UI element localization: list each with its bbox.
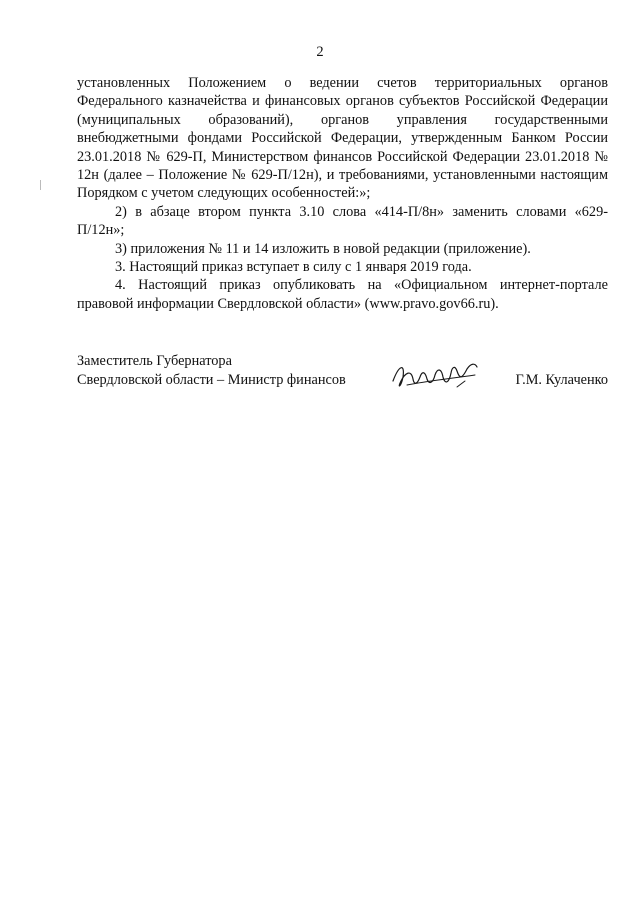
margin-mark <box>40 180 41 190</box>
signer-position-line-2: Свердловской области – Министр финансов <box>77 372 346 388</box>
signer-name: Г.М. Кулаченко <box>515 372 608 388</box>
paragraph-continuation: установленных Положением о ведении счетов территориальных органов Федерального казначейства и финансовых органов субъектов Российской Федерации (муниципальных образований), органов управления государственными внебюджетными фондами Российской Федерации, утвержденным Банком России 23.01.2018 № 629-П, Министерством финансов Российской Федерации 23.01.2018 № 12н (далее – Положение № 629-П/12н), и требованиями, установленными настоящим Порядком с учетом следующих особенностей:»; <box>77 75 608 202</box>
paragraph-item-2: 2) в абзаце втором пункта 3.10 слова «414-П/8н» заменить словами «629-П/12н»; <box>77 203 608 239</box>
document-body <box>77 74 608 313</box>
paragraph-clause-4: 4. Настоящий приказ опубликовать на «Официальном интернет-портале правовой информации Свердловской области» (www.pravo.gov66.ru). <box>77 277 608 312</box>
page-number: 2 <box>316 44 324 60</box>
handwritten-signature <box>387 359 482 395</box>
signature-block <box>77 352 608 390</box>
paragraph-item-3: 3) приложения № 11 и 14 изложить в новой редакции (приложение). <box>115 240 531 257</box>
signer-position-line-1: Заместитель Губернатора <box>77 353 232 369</box>
paragraph-clause-3: 3. Настоящий приказ вступает в силу с 1 января 2019 года. <box>115 259 472 276</box>
signer-row <box>77 371 608 390</box>
